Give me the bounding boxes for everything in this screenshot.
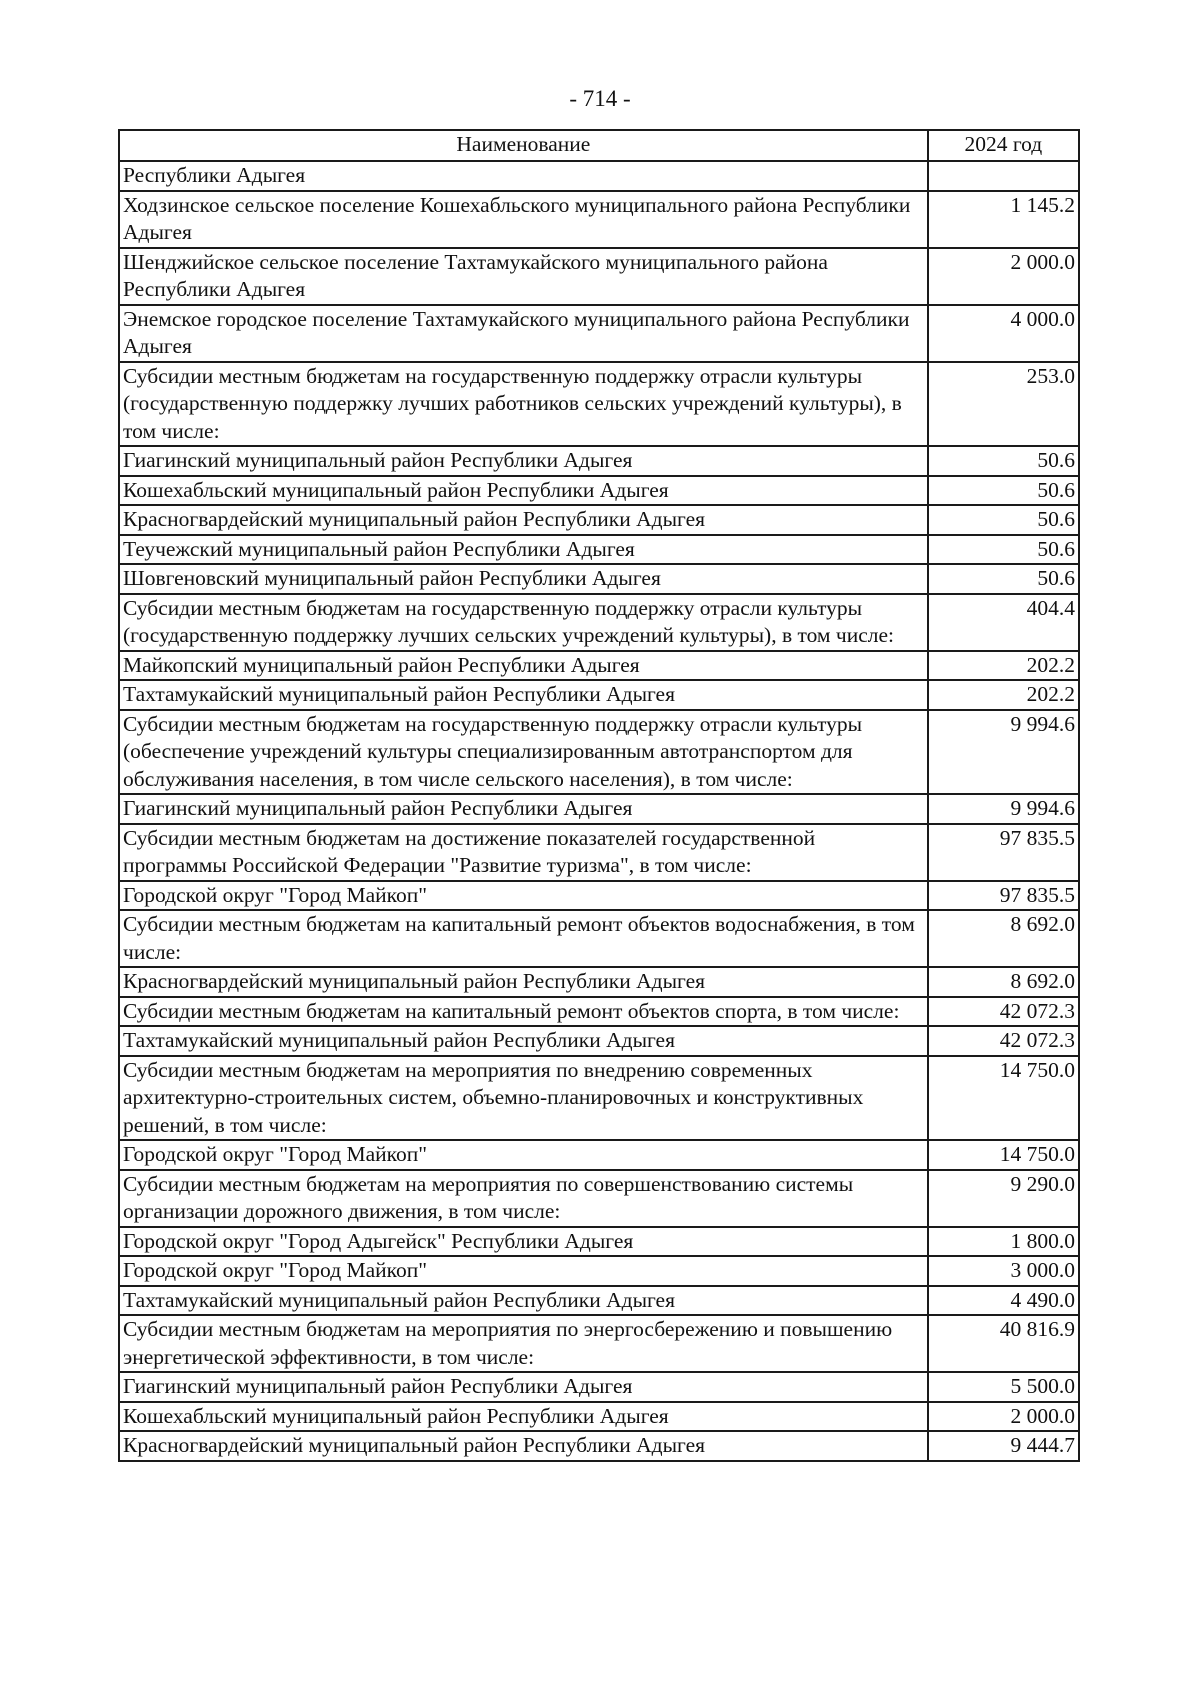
- table-row: [119, 1286, 1079, 1316]
- row-name-cell: Красногвардейский муниципальный район Республики Адыгея: [119, 1431, 928, 1461]
- row-value-cell: 4 000.0: [928, 305, 1079, 362]
- row-name-cell: Субсидии местным бюджетам на государственную поддержку отрасли культуры (обеспечение учреждений культуры специализированным автотранспортом для обслуживания населения, в том числе сельского населения), в том числе:: [119, 710, 928, 795]
- table-row: [119, 1402, 1079, 1432]
- row-name-cell: Тахтамукайский муниципальный район Республики Адыгея: [119, 1026, 928, 1056]
- row-value-cell: 9 290.0: [928, 1170, 1079, 1227]
- table-row: [119, 1140, 1079, 1170]
- row-value-cell: 253.0: [928, 362, 1079, 447]
- row-value-cell: 202.2: [928, 680, 1079, 710]
- row-name-cell: Республики Адыгея: [119, 161, 928, 191]
- table-row: [119, 535, 1079, 565]
- row-name-cell: Шенджийское сельское поселение Тахтамукайского муниципального района Республики Адыгея: [119, 248, 928, 305]
- table-row: [119, 594, 1079, 651]
- table-row: [119, 1431, 1079, 1461]
- row-value-cell: 4 490.0: [928, 1286, 1079, 1316]
- row-value-cell: 97 835.5: [928, 824, 1079, 881]
- table-row: [119, 1026, 1079, 1056]
- row-value-cell: 50.6: [928, 446, 1079, 476]
- row-value-cell: 42 072.3: [928, 1026, 1079, 1056]
- table-row: [119, 710, 1079, 795]
- row-name-cell: Красногвардейский муниципальный район Республики Адыгея: [119, 967, 928, 997]
- row-name-cell: Гиагинский муниципальный район Республики Адыгея: [119, 794, 928, 824]
- row-name-cell: Городской округ "Город Майкоп": [119, 1256, 928, 1286]
- row-value-cell: 50.6: [928, 564, 1079, 594]
- table-row: [119, 680, 1079, 710]
- table-row: [119, 505, 1079, 535]
- row-value-cell: 14 750.0: [928, 1056, 1079, 1141]
- row-value-cell: 2 000.0: [928, 1402, 1079, 1432]
- row-value-cell: 3 000.0: [928, 1256, 1079, 1286]
- row-name-cell: Кошехабльский муниципальный район Республики Адыгея: [119, 1402, 928, 1432]
- row-name-cell: Городской округ "Город Майкоп": [119, 1140, 928, 1170]
- row-name-cell: Гиагинский муниципальный район Республики Адыгея: [119, 446, 928, 476]
- page-number: - 714 -: [569, 86, 631, 111]
- table-row: [119, 794, 1079, 824]
- row-value-cell: 404.4: [928, 594, 1079, 651]
- row-value-cell: 97 835.5: [928, 881, 1079, 911]
- row-name-cell: Субсидии местным бюджетам на государственную поддержку отрасли культуры (государственную поддержку лучших работников сельских учреждений культуры), в том числе:: [119, 362, 928, 447]
- table-row: [119, 248, 1079, 305]
- row-name-cell: Субсидии местным бюджетам на достижение показателей государственной программы Российской Федерации "Развитие туризма", в том числе:: [119, 824, 928, 881]
- row-name-cell: Шовгеновский муниципальный район Республики Адыгея: [119, 564, 928, 594]
- row-name-cell: Теучежский муниципальный район Республики Адыгея: [119, 535, 928, 565]
- row-name-cell: Красногвардейский муниципальный район Республики Адыгея: [119, 505, 928, 535]
- row-value-cell: 9 994.6: [928, 710, 1079, 795]
- row-name-cell: Тахтамукайский муниципальный район Республики Адыгея: [119, 1286, 928, 1316]
- row-name-cell: Майкопский муниципальный район Республики Адыгея: [119, 651, 928, 681]
- row-name-cell: Ходзинское сельское поселение Кошехабльского муниципального района Республики Адыгея: [119, 191, 928, 248]
- table-row: [119, 910, 1079, 967]
- row-name-cell: Субсидии местным бюджетам на капитальный ремонт объектов спорта, в том числе:: [119, 997, 928, 1027]
- row-value-cell: 8 692.0: [928, 967, 1079, 997]
- row-name-cell: Городской округ "Город Майкоп": [119, 881, 928, 911]
- row-name-cell: Субсидии местным бюджетам на мероприятия по энергосбережению и повышению энергетической эффективности, в том числе:: [119, 1315, 928, 1372]
- row-value-cell: [928, 161, 1079, 191]
- table-row: [119, 1256, 1079, 1286]
- table-row: [119, 161, 1079, 191]
- column-header-year: 2024 год: [928, 130, 1079, 161]
- row-value-cell: 14 750.0: [928, 1140, 1079, 1170]
- table-row: [119, 305, 1079, 362]
- table-header-row: [119, 130, 1079, 161]
- row-name-cell: Энемское городское поселение Тахтамукайского муниципального района Республики Адыгея: [119, 305, 928, 362]
- row-value-cell: 2 000.0: [928, 248, 1079, 305]
- row-value-cell: 50.6: [928, 476, 1079, 506]
- table-row: [119, 997, 1079, 1027]
- row-value-cell: 40 816.9: [928, 1315, 1079, 1372]
- row-name-cell: Кошехабльский муниципальный район Республики Адыгея: [119, 476, 928, 506]
- table-row: [119, 191, 1079, 248]
- table-row: [119, 881, 1079, 911]
- table-row: [119, 564, 1079, 594]
- row-value-cell: 50.6: [928, 505, 1079, 535]
- row-name-cell: Субсидии местным бюджетам на мероприятия по внедрению современных архитектурно-строительных систем, объемно-планировочных и конструктивных решений, в том числе:: [119, 1056, 928, 1141]
- row-name-cell: Субсидии местным бюджетам на мероприятия по совершенствованию системы организации дорожного движения, в том числе:: [119, 1170, 928, 1227]
- row-value-cell: 8 692.0: [928, 910, 1079, 967]
- row-name-cell: Субсидии местным бюджетам на капитальный ремонт объектов водоснабжения, в том числе:: [119, 910, 928, 967]
- row-name-cell: Тахтамукайский муниципальный район Республики Адыгея: [119, 680, 928, 710]
- row-value-cell: 42 072.3: [928, 997, 1079, 1027]
- table-row: [119, 967, 1079, 997]
- row-value-cell: 9 994.6: [928, 794, 1079, 824]
- row-name-cell: Гиагинский муниципальный район Республики Адыгея: [119, 1372, 928, 1402]
- row-value-cell: 50.6: [928, 535, 1079, 565]
- table-row: [119, 446, 1079, 476]
- table-body: [119, 161, 1079, 1461]
- table-row: [119, 362, 1079, 447]
- table-row: [119, 476, 1079, 506]
- budget-table: [118, 129, 1080, 1462]
- row-value-cell: 202.2: [928, 651, 1079, 681]
- row-name-cell: Городской округ "Город Адыгейск" Республики Адыгея: [119, 1227, 928, 1257]
- table-row: [119, 1372, 1079, 1402]
- row-value-cell: 9 444.7: [928, 1431, 1079, 1461]
- table-row: [119, 1315, 1079, 1372]
- row-value-cell: 1 145.2: [928, 191, 1079, 248]
- column-header-name: Наименование: [119, 130, 928, 161]
- table-row: [119, 1227, 1079, 1257]
- table-row: [119, 824, 1079, 881]
- table-row: [119, 1056, 1079, 1141]
- table-row: [119, 1170, 1079, 1227]
- row-name-cell: Субсидии местным бюджетам на государственную поддержку отрасли культуры (государственную поддержку лучших сельских учреждений культуры), в том числе:: [119, 594, 928, 651]
- row-value-cell: 1 800.0: [928, 1227, 1079, 1257]
- row-value-cell: 5 500.0: [928, 1372, 1079, 1402]
- table-row: [119, 651, 1079, 681]
